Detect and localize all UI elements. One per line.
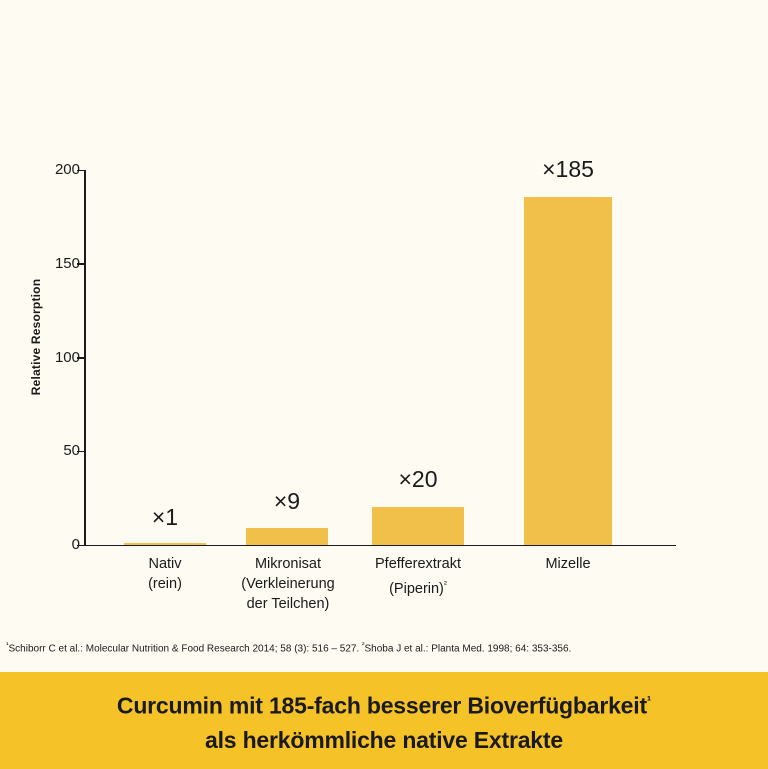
bar-nativ bbox=[124, 543, 206, 545]
bar-value-mikronisat: ×9 bbox=[273, 488, 301, 514]
category-label-line: (rein) bbox=[148, 576, 182, 592]
y-tick-label-200: 200 bbox=[54, 161, 80, 178]
category-label-mikronisat bbox=[224, 554, 352, 614]
category-label-nativ bbox=[110, 554, 220, 594]
headline-banner bbox=[0, 672, 768, 769]
category-label-line: Mizelle bbox=[545, 556, 591, 572]
category-label-line: Mikronisat bbox=[254, 556, 322, 572]
y-tick-label-50: 50 bbox=[63, 442, 80, 460]
bar-mikronisat bbox=[246, 528, 328, 545]
category-label-line: Pfefferextrakt bbox=[375, 556, 461, 572]
x-axis-line bbox=[84, 545, 676, 547]
category-label-pfefferextrakt bbox=[356, 554, 480, 599]
y-axis-line bbox=[84, 170, 86, 546]
category-label-line: der Teilchen) bbox=[246, 596, 330, 612]
plot-area bbox=[54, 140, 676, 612]
y-tick-label-150: 150 bbox=[54, 254, 80, 272]
bar-value-pfefferextrakt: ×20 bbox=[398, 466, 438, 492]
category-label-mizelle bbox=[508, 554, 628, 574]
headline-line-2: als herkömmliche native Extrakte bbox=[205, 726, 563, 753]
category-label-line: (Verkleinerung bbox=[241, 576, 335, 592]
y-axis-title: Relative Resorption bbox=[29, 278, 43, 396]
bar-mizelle bbox=[524, 197, 612, 545]
footnote-text: $^{^1}$Schiborr C et al.: Molecular Nutrition & Food Research 2014; 58 (3): 516 – 527. $^{^2}$Shoba J et al.: Planta Med. 1998; 64: 353-356. bbox=[6, 640, 572, 655]
headline-line-1: Curcumin mit 185-fach besserer Bioverfügbarkeit$^{^1}$ bbox=[116, 692, 652, 719]
bar-value-nativ: ×1 bbox=[151, 504, 179, 530]
bar-pfefferextrakt bbox=[372, 507, 464, 545]
category-label-line: (Piperin)$^{^2}$ bbox=[389, 579, 447, 597]
y-tick-label-0: 0 bbox=[71, 536, 80, 553]
bar-value-mizelle: ×185 bbox=[542, 156, 594, 182]
y-tick-label-100: 100 bbox=[54, 348, 80, 366]
category-label-line: Nativ bbox=[148, 556, 182, 572]
